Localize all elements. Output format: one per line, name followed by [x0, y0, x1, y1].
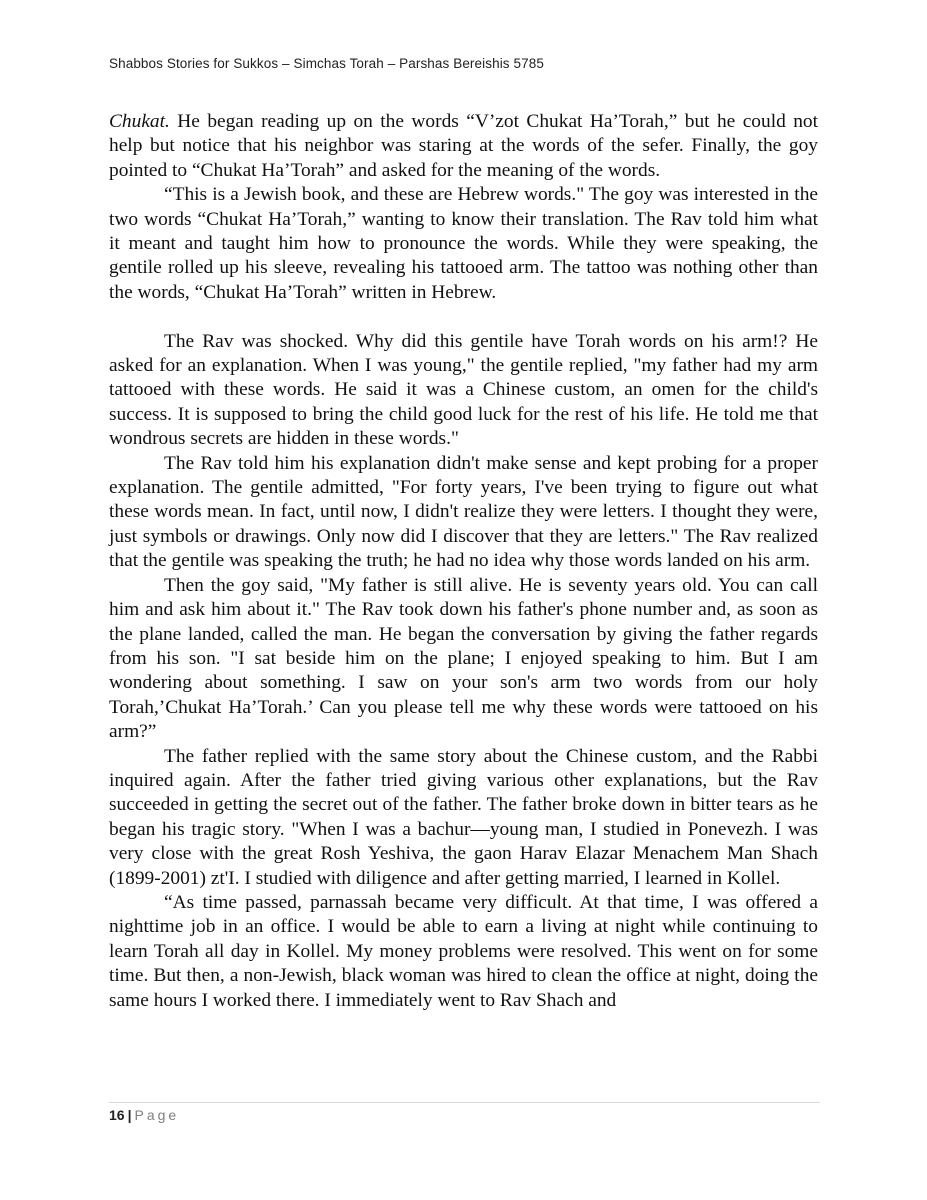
paragraph-1-italic: Chukat.: [109, 111, 170, 132]
paragraph-6: The father replied with the same story about the Chinese custom, and the Rabbi inquired again. After the father tried giving various other explanations, but the Rav succeeded in getting the secret out of the father. The father broke down in bitter tears as he began his tragic story. "When I was a bachur—young man, I studied in Ponevezh. I was very close with the great Rosh Yeshiva, the gaon Harav Elazar Menachem Man Shach (1899-2001) zt'I. I studied with diligence and after getting married, I learned in Kollel.: [109, 745, 818, 889]
page-footer: [109, 1107, 179, 1123]
page-label: Page: [134, 1107, 180, 1123]
paragraph-1-text: He began reading up on the words “V’zot Chukat Ha’Torah,” but he could not help but notice that his neighbor was staring at the words of the sefer. Finally, the goy pointed to “Chukat Ha’Torah” and asked for the meaning of the words.: [109, 111, 818, 181]
footer-separator: |: [127, 1107, 132, 1123]
body-text: [109, 110, 818, 1013]
paragraph-2: “This is a Jewish book, and these are Hebrew words." The goy was interested in the two words “Chukat Ha’Torah,” wanting to know their translation. The Rav told him what it meant and taught him how to pronounce the words. While they were speaking, the gentile rolled up his sleeve, revealing his tattooed arm. The tattoo was nothing other than the words, “Chukat Ha’Torah” written in Hebrew.: [109, 184, 818, 303]
paragraph-3: The Rav was shocked. Why did this gentile have Torah words on his arm!? He asked for an explanation. When I was young," the gentile replied, "my father had my arm tattooed with these words. He said it was a Chinese custom, an omen for the child's success. It is supposed to bring the child good luck for the rest of his life. He told me that wondrous secrets are hidden in these words.": [109, 330, 818, 450]
running-header: Shabbos Stories for Sukkos – Simchas Torah – Parshas Bereishis 5785: [109, 56, 544, 71]
paragraph-7: “As time passed, parnassah became very difficult. At that time, I was offered a nighttime job in an office. I would be able to earn a living at night while continuing to learn Torah all day in Kollel. My money problems were resolved. This went on for some time. But then, a non-Jewish, black woman was hired to clean the office at night, doing the same hours I worked there. I immediately went to Rav Shach and: [109, 891, 818, 1011]
paragraph-5: Then the goy said, "My father is still alive. He is seventy years old. You can call him and ask him about it." The Rav took down his father's phone number and, as soon as the plane landed, called the man. He began the conversation by giving the father regards from his son. "I sat beside him on the plane; I enjoyed speaking to him. But I am wondering about something. I saw on your son's arm two words from our holy Torah,’Chukat Ha’Torah.’ Can you please tell me why these words were tattooed on his arm?”: [109, 574, 818, 743]
paragraph-4: The Rav told him his explanation didn't make sense and kept probing for a proper explanation. The gentile admitted, "For forty years, I've been trying to figure out what these words mean. In fact, until now, I didn't realize they were letters. I thought they were, just symbols or drawings. Only now did I discover that they are letters." The Rav realized that the gentile was speaking the truth; he had no idea why those words landed on his arm.: [109, 452, 818, 572]
page-number: 16: [109, 1107, 125, 1123]
paragraph-1: [109, 110, 818, 183]
footer-divider: [109, 1102, 820, 1103]
